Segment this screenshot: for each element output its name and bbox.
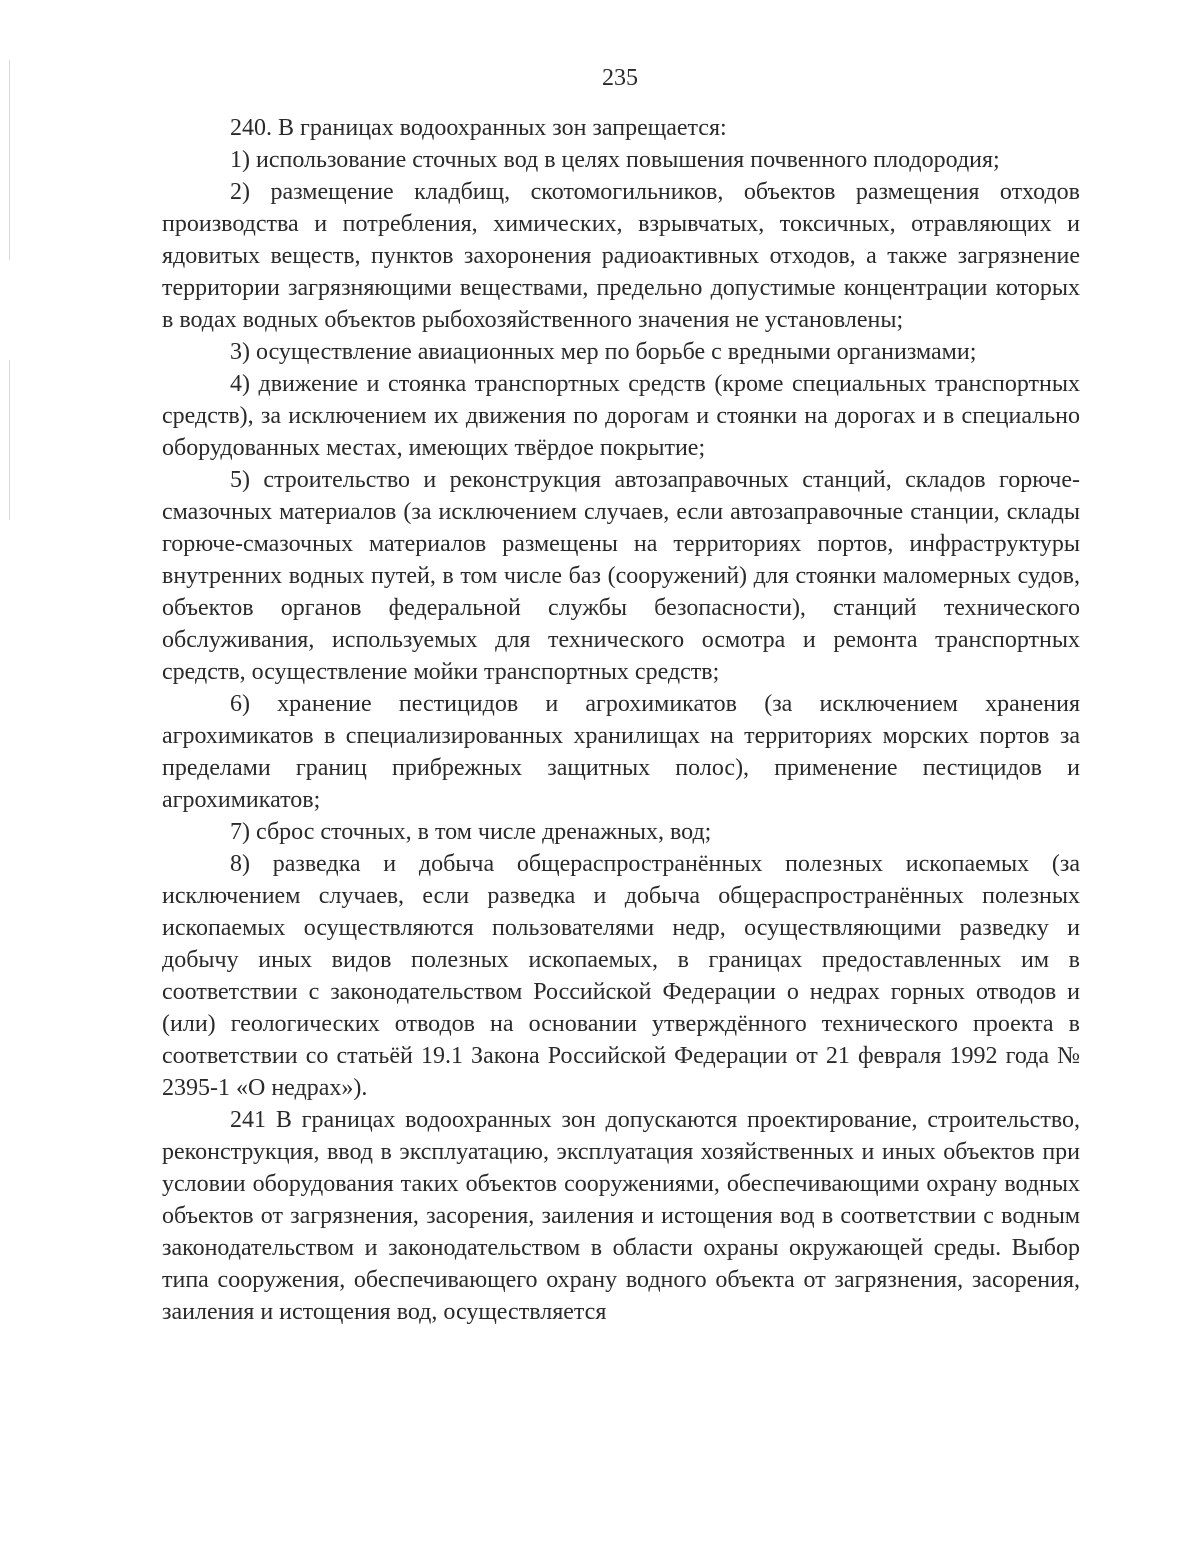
page-number: 235 <box>602 65 638 91</box>
list-item-1: 1) использование сточных вод в целях повышения почвенного плодородия; <box>230 147 1000 173</box>
document-body <box>162 112 1080 1328</box>
list-item-3: 3) осуществление авиационных мер по борьбе с вредными организмами; <box>230 339 977 365</box>
list-item-8: 8) разведка и добыча общераспространённых полезных ископаемых (за исключением случаев, если разведка и добыча общераспространённых полезных ископаемых осуществляются пользователями недр, осуществляющими разведку и добычу иных видов полезных ископаемых, в границах предоставленных им в соответствии с законодательством Российской Федерации о недрах горных отводов и (или) геологических отводов на основании утверждённого технического проекта в соответствии со статьёй 19.1 Закона Российской Федерации от 21 февраля 1992 года № 2395-1 «О недрах»). <box>162 851 1080 1101</box>
list-item-7: 7) сброс сточных, в том числе дренажных, вод; <box>230 819 712 845</box>
list-item-2: 2) размещение кладбищ, скотомогильников, объектов размещения отходов производства и потребления, химических, взрывчатых, токсичных, отравляющих и ядовитых веществ, пунктов захоронения радиоактивных отходов, а также загрязнение территории загрязняющими веществами, предельно допустимые концентрации которых в водах водных объектов рыбохозяйственного значения не установлены; <box>162 179 1080 333</box>
list-item-6: 6) хранение пестицидов и агрохимикатов (за исключением хранения агрохимикатов в специализированных хранилищах на территориях морских портов за пределами границ прибрежных защитных полос), применение пестицидов и агрохимикатов; <box>162 691 1080 813</box>
list-item-4: 4) движение и стоянка транспортных средств (кроме специальных транспортных средств), за исключением их движения по дорогам и стоянки на дорогах и в специально оборудованных местах, имеющих твёрдое покрытие; <box>162 371 1080 461</box>
paragraph-240-heading: 240. В границах водоохранных зон запрещается: <box>230 115 727 141</box>
paragraph-241: 241 В границах водоохранных зон допускаются проектирование, строительство, реконструкция, ввод в эксплуатацию, эксплуатация хозяйственных и иных объектов при условии оборудования таких объектов сооружениями, обеспечивающими охрану водных объектов от загрязнения, засорения, заиления и истощения вод в соответствии с водным законодательством и законодательством в области охраны окружающей среды. Выбор типа сооружения, обеспечивающего охрану водного объекта от загрязнения, засорения, заиления и истощения вод, осуществляется <box>162 1107 1080 1325</box>
list-item-5: 5) строительство и реконструкция автозаправочных станций, складов горюче-смазочных материалов (за исключением случаев, если автозаправочные станции, склады горюче-смазочных материалов размещены на территориях портов, инфраструктуры внутренних водных путей, в том числе баз (сооружений) для стоянки маломерных судов, объектов органов федеральной службы безопасности), станций технического обслуживания, используемых для технического осмотра и ремонта транспортных средств, осуществление мойки транспортных средств; <box>162 467 1080 685</box>
scan-edge-mark <box>9 360 10 520</box>
